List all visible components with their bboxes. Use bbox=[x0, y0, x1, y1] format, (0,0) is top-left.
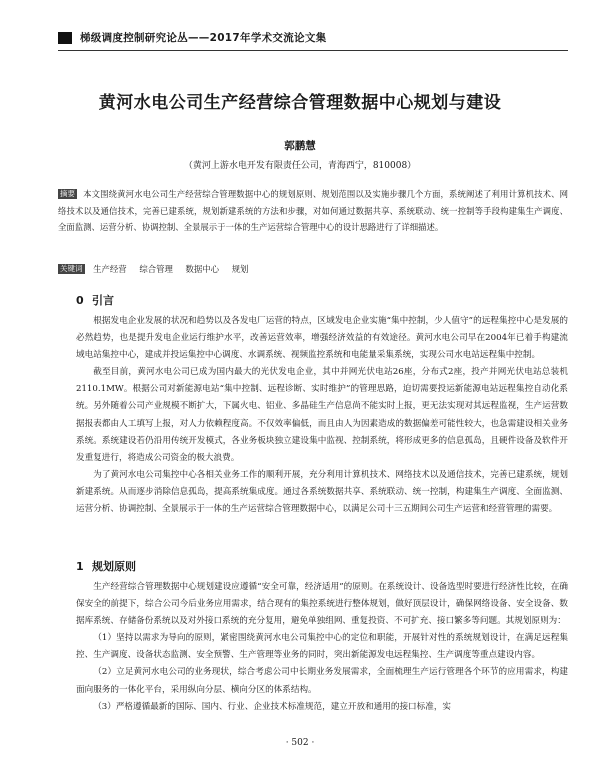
section-title: 规划原则 bbox=[92, 560, 136, 573]
header-divider bbox=[58, 50, 568, 51]
section-title: 引言 bbox=[92, 294, 114, 307]
keyword-item: 规划 bbox=[231, 264, 249, 274]
section-number: 0 bbox=[76, 294, 84, 307]
keywords-label: 关键词 bbox=[60, 264, 83, 273]
principles-paragraph-1: 生产经营综合管理数据中心规划建设应遵循“安全可靠，经济适用”的原则。在系统设计、设备选型时要进行经济性比较，在确保安全的前提下，综合公司今后业务应用需求，结合现有的集控系统进行整体规划，做好顶层设计，确保网络设备、安全设备、数据库系统、存储备份系统以及对外接口系统的充分复用，避免单独组网、重复投资、不可扩充、接口繁多等问题。其规划原则为： bbox=[76, 582, 568, 627]
paper-author: 郭鹏慧 bbox=[284, 140, 316, 152]
section-heading-principles bbox=[76, 558, 136, 574]
section-number: 1 bbox=[76, 560, 84, 573]
intro-paragraph-1: 根据发电企业发展的状况和趋势以及各发电厂运营的特点，区域发电企业实施“集中控制，少人值守”的远程集控中心是发展的必然趋势，也是提升发电企业运行维护水平，改善运营效率，增强经济效益的有效途径。黄河水电公司早在2004年已着手构建流域电站集控中心，建成并投运集控中心调度、水调系统、视频监控系统和电能量采集系统，实现公司水电站远程集中控制。 bbox=[76, 316, 568, 361]
intro-body bbox=[76, 313, 568, 518]
running-header bbox=[58, 30, 568, 48]
abstract-block bbox=[58, 186, 568, 236]
principles-body bbox=[76, 579, 568, 716]
keyword-item: 生产经营 bbox=[93, 264, 127, 274]
principles-paragraph-4: （3）严格遵循最新的国际、国内、行业、企业技术标准规范，建立开放和通用的接口标准，实 bbox=[93, 701, 452, 712]
principles-paragraph-3: （2）立足黄河水电公司的业务现状，综合考虑公司中长期业务发展需求，全面梳理生产运行管理各个环节的应用需求，构建面向服务的一体化平台，采用纵向分层、横向分区的体系结构。 bbox=[76, 667, 568, 695]
page-number: · 502 · bbox=[285, 738, 315, 748]
header-square-icon bbox=[58, 32, 72, 44]
intro-paragraph-2: 截至目前，黄河水电公司已成为国内最大的光伏发电企业，其中并网光伏电站26座，分布式2座，投产并网光伏电站总装机2110.1MW。根据公司对新能源电站“集中控制、远程诊断、实时维护”的管理思路，迫切需要投运新能源电站远程集控自动化系统。另外随着公司产业规模不断扩大，下属火电、铝业、多晶硅生产信息尚不能实时上报，更无法实现对其远程监视，生产运营数据报表都由人工填写上报，对人力依赖程度高。不仅效率偏低，而且由人为因素造成的数据偏差可能性较大，也急需建设相关业务系统。系统建设若仍沿用传统开发模式，各业务板块独立建设集中监视、控制系统，将形成更多的信息孤岛，且硬件设备及软件开发重复进行，将造成公司资金的极大浪费。 bbox=[76, 367, 568, 463]
keywords-block bbox=[58, 262, 568, 276]
section-heading-intro bbox=[76, 292, 114, 308]
paper-affiliation: （黄河上游水电开发有限责任公司，青海西宁，810008） bbox=[183, 161, 417, 171]
keyword-item: 数据中心 bbox=[185, 264, 220, 274]
principles-paragraph-2: （1）坚持以需求为导向的原则，紧密围绕黄河水电公司集控中心的定位和职能，开展针对性的系统规划设计，在满足远程集控、生产调度、设备状态监测、安全预警、生产管理等业务的同时，突出新能源发电远程集控、生产调度等重点建设内容。 bbox=[76, 633, 568, 661]
running-header-text: 梯级调度控制研究论丛——2017年学术交流论文集 bbox=[80, 32, 327, 44]
paper-title: 黄河水电公司生产经营综合管理数据中心规划与建设 bbox=[98, 93, 502, 113]
abstract-label: 摘要 bbox=[60, 189, 75, 198]
keyword-item: 综合管理 bbox=[139, 264, 173, 274]
abstract-text: 本文围绕黄河水电公司生产经营综合管理数据中心的规划原则、规划范围以及实施步骤几个方面，系统阐述了利用计算机技术、网络技术以及通信技术，完善已建系统，规划新建系统的方法和步骤，对如何通过数据共享、系统联动、统一控制等手段构建集生产调度、全面监测、运营分析、协调控制、全景展示于一体的生产运营综合管理中心的设计思路进行了详细描述。 bbox=[58, 189, 568, 232]
intro-paragraph-3: 为了黄河水电公司集控中心各相关业务工作的顺利开展，充分利用计算机技术、网络技术以及通信技术，完善已建系统，规划新建系统。从而逐步消除信息孤岛，提高系统集成度。通过各系统数据共享、系统联动、统一控制，构建集生产调度、全面监测、运营分析、协调控制、全景展示于一体的生产运营综合管理数据中心，以满足公司十三五期间公司生产运营和经营管理的需要。 bbox=[76, 469, 568, 515]
